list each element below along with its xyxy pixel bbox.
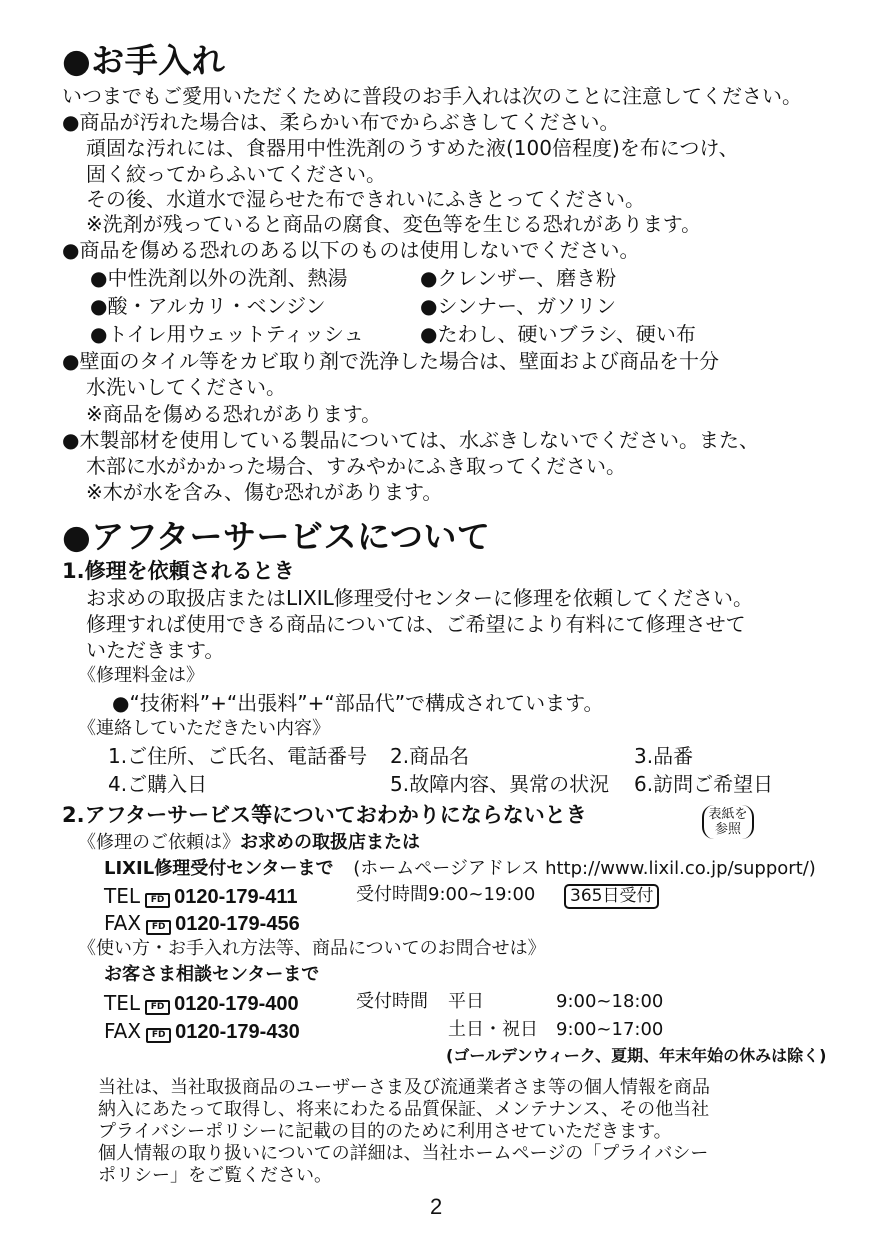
consult-fax-number: 0120-179-430	[175, 1021, 300, 1043]
contact-info-item: 6.訪問ご希望日	[634, 772, 774, 796]
open-every-day-badge-label: 365日受付	[564, 884, 659, 909]
care-forbidden-item: ●たわし、硬いブラシ、硬い布	[420, 322, 696, 346]
repair-tel-number: 0120-179-411	[174, 886, 298, 908]
care-bullet-4-line-2: 木部に水がかかった場合、すみやかにふき取ってください。	[86, 454, 626, 478]
repair-fee-detail: ●“技術料”+“出張料”+“部品代”で構成されています。	[112, 691, 604, 715]
consult-hours-label: 受付時間	[356, 991, 428, 1012]
care-forbidden-item: ●クレンザー、磨き粉	[420, 266, 617, 290]
care-bullet-2-head: ●商品を傷める恐れのある以下のものは使用しないでください。	[62, 238, 640, 262]
repair-fax-row	[104, 913, 300, 935]
consult-tel-row	[104, 993, 299, 1015]
weekend-hours: 9:00~17:00	[556, 1019, 664, 1040]
consultation-center-name: お客さま相談センターまで	[104, 964, 320, 985]
care-forbidden-item: ●トイレ用ウェットティッシュ	[90, 322, 364, 346]
care-bullet-3-line-2: 水洗いしてください。	[86, 375, 286, 399]
service-section-2-title: 2.アフターサービス等についておわかりにならないとき	[62, 803, 587, 827]
care-bullet-1-line-4: その後、水道水で湿らせた布できれいにふきとってください。	[86, 187, 645, 211]
contact-info-item: 3.品番	[634, 744, 694, 768]
repair-request-label: 《修理のご依頼は》	[78, 832, 240, 853]
privacy-line: プライバシーポリシーに記載の目的のために利用させていただきます。	[98, 1121, 672, 1142]
repair-fax-number: 0120-179-456	[175, 913, 300, 935]
repair-fee-heading: 《修理料金は》	[78, 665, 204, 686]
care-bullet-4-head: ●木製部材を使用している製品については、水ぶきしないでください。また、	[62, 428, 760, 452]
repair-tel-row	[104, 886, 298, 908]
privacy-line: 個人情報の取り扱いについての詳細は、当社ホームページの「プライバシー	[98, 1143, 709, 1164]
free-dial-icon: FD	[146, 920, 171, 935]
care-forbidden-item: ●酸・アルカリ・ベンジン	[90, 294, 326, 318]
repair-request-where: お求めの取扱店または	[240, 832, 420, 853]
repair-hours: 受付時間9:00~19:00	[356, 884, 536, 905]
care-forbidden-item: ●シンナー、ガソリン	[420, 294, 617, 318]
weekday-hours: 9:00~18:00	[556, 991, 664, 1012]
service-section-1-title: 1.修理を依頼されるとき	[62, 559, 295, 583]
contact-info-item: 4.ご購入日	[108, 772, 208, 796]
repair-center-line	[104, 860, 816, 878]
consult-tel-number: 0120-179-400	[174, 993, 299, 1015]
privacy-line: 当社は、当社取扱商品のユーザーさま及び流通業者さま等の個人情報を商品	[98, 1077, 710, 1098]
cover-reference-line-2: 参照	[714, 822, 741, 837]
service-s1-line-2: 修理すれば使用できる商品については、ご希望により有料にて修理させて	[86, 612, 746, 636]
service-s1-line-1: お求めの取扱店またはLIXIL修理受付センターに修理を依頼してください。	[86, 586, 753, 610]
weekday-label: 平日	[448, 991, 484, 1012]
care-intro: いつまでもご愛用いただくために普段のお手入れは次のことに注意してください。	[62, 84, 802, 108]
privacy-line: 納入にあたって取得し、将来にわたる品質保証、メンテナンス、その他当社	[98, 1099, 710, 1120]
care-title: ●お手入れ	[62, 41, 226, 80]
open-every-day-badge	[564, 884, 659, 909]
care-bullet-3-head: ●壁面のタイル等をカビ取り剤で洗浄した場合は、壁面および商品を十分	[62, 349, 720, 373]
care-bullet-1-line-2: 頑固な汚れには、食器用中性洗剤のうすめた液(100倍程度)を布につけ、	[86, 136, 739, 160]
homepage-address: (ホームページアドレス http://www.lixil.co.jp/support/)	[353, 858, 816, 879]
contact-info-item: 2.商品名	[390, 744, 470, 768]
privacy-line: ポリシー」をご覧ください。	[98, 1165, 332, 1186]
contact-info-item: 5.故障内容、異常の状況	[390, 772, 610, 796]
repair-request-heading	[78, 834, 420, 852]
free-dial-icon: FD	[145, 1000, 170, 1015]
contact-info-item: 1.ご住所、ご氏名、電話番号	[108, 744, 368, 768]
service-title: ●アフターサービスについて	[62, 517, 491, 556]
care-bullet-1-line-3: 固く絞ってからふいてください。	[86, 162, 386, 186]
page-number: 2	[430, 1194, 443, 1219]
usage-inquiry-heading: 《使い方・お手入れ方法等、商品についてのお問合せは》	[78, 938, 546, 959]
cover-reference-line-1: 表紙を	[708, 807, 748, 822]
fax-label: FAX	[104, 1019, 142, 1043]
care-bullet-1-note: ※洗剤が残っていると商品の腐食、変色等を生じる恐れがあります。	[86, 212, 702, 236]
consult-fax-row	[104, 1021, 300, 1043]
service-s1-line-3: いただきます。	[86, 638, 225, 662]
care-bullet-1-head: ●商品が汚れた場合は、柔らかい布でからぶきしてください。	[62, 110, 620, 134]
cover-reference-note	[702, 805, 754, 839]
free-dial-icon: FD	[146, 1028, 171, 1043]
repair-center-name: LIXIL修理受付センターまで	[104, 858, 334, 879]
tel-label: TEL	[104, 991, 140, 1015]
fax-label: FAX	[104, 911, 142, 935]
care-bullet-3-note: ※商品を傷める恐れがあります。	[86, 402, 382, 426]
tel-label: TEL	[104, 884, 140, 908]
care-forbidden-item: ●中性洗剤以外の洗剤、熱湯	[90, 266, 348, 290]
care-bullet-4-note: ※木が水を含み、傷む恐れがあります。	[86, 480, 443, 504]
free-dial-icon: FD	[145, 893, 170, 908]
holiday-note: (ゴールデンウィーク、夏期、年末年始の休みは除く)	[446, 1046, 827, 1065]
contact-info-heading: 《連絡していただきたい内容》	[78, 718, 330, 739]
weekend-label: 土日・祝日	[448, 1019, 538, 1040]
